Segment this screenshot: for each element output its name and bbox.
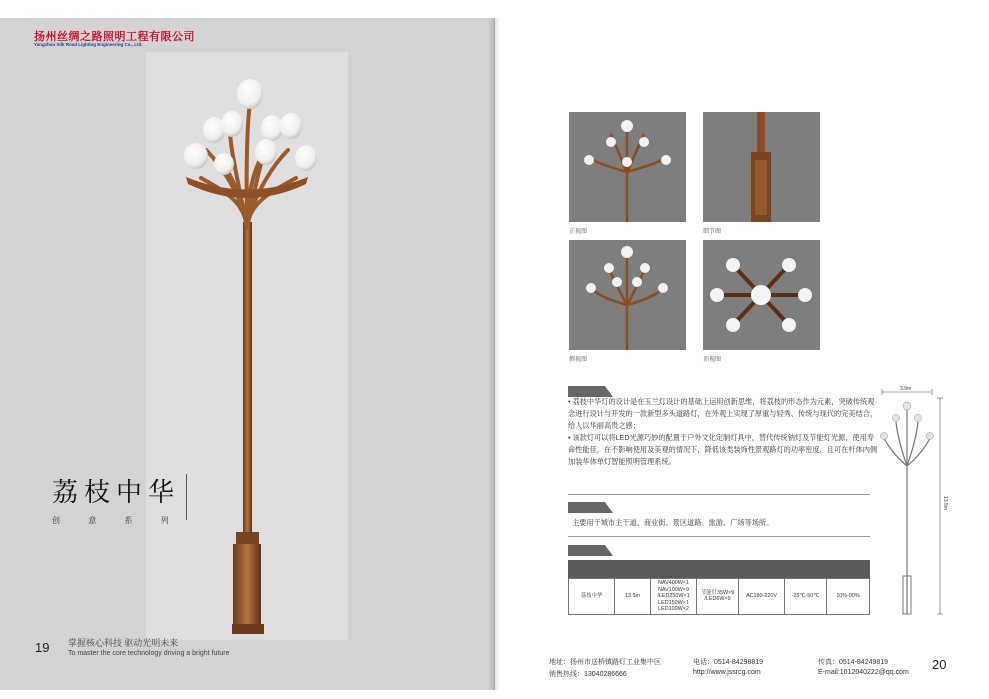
spec-name: 荔枝中华: [569, 579, 615, 615]
side-view-image: [569, 240, 686, 350]
spec-alt-sources: [697, 579, 739, 615]
top-view-image: [703, 240, 820, 350]
footer-address: 地址：扬州市送桥镇路灯工业集中区: [549, 659, 661, 666]
footer-phone: 电话：0514-84298819: [693, 659, 764, 666]
lamp-detail-view-icon: [703, 112, 820, 222]
table-row: [569, 579, 870, 615]
lamp-illustration: [146, 52, 348, 640]
divider-line: [568, 536, 870, 537]
slogan-en: To master the core technology driving a bright future: [68, 650, 230, 657]
spec-source-line: NAV100W×9: [658, 586, 689, 593]
lamp-top-view-icon: [703, 240, 820, 350]
slogan-cn: 掌握核心科技 驱动光明未来: [68, 638, 179, 648]
spec-source-line: LED100W×2: [658, 606, 689, 612]
spec-alt-source-line: 节能灯35W×9: [700, 589, 735, 596]
page-number-left: 19: [35, 640, 50, 655]
footer-website[interactable]: http://www.jssrcg.com: [693, 669, 761, 676]
spec-source-line: NAV400W×1: [658, 580, 689, 586]
dimension-drawing: [870, 386, 950, 626]
spec-source-line: /LED250W×1: [657, 593, 690, 599]
description-paragraph: • 该款灯可以将LED光源巧妙的配置于户外文化定制灯具中，替代传统钠灯及节能灯光源，使用寿命性能佳，在不影响使用及美观的情况下，降低该类装饰性景观路灯的功率密度，且可在杆体内侧加装华体单灯智能照明管理系统。: [568, 433, 878, 466]
front-view-label: 正视图: [569, 229, 588, 235]
company-name-en: Yangzhou Silk Road Lighting Engineering Co., Ltd.: [34, 42, 143, 47]
detail-view-image: [703, 112, 820, 222]
front-view-image: [569, 112, 686, 222]
top-view-label: 顶视图: [703, 357, 722, 363]
dimension-height: 13.5m: [941, 496, 948, 510]
usage-text: 主要用于城市主干道、商业街、景区道路、旅游、广场等场所。: [572, 518, 774, 527]
footer-fax: 传真：0514-84249819: [818, 659, 889, 666]
product-title: 荔枝中华: [52, 478, 181, 508]
lamp-side-view-icon: [569, 240, 686, 350]
spec-table: [568, 578, 870, 615]
spec-source-line: LED150W×1: [658, 599, 689, 606]
title-divider: [186, 474, 187, 520]
spec-humidity: 10%-90%: [827, 579, 870, 615]
spec-voltage: AC180-220V: [739, 579, 785, 615]
spec-height: 13.5m: [615, 579, 651, 615]
dimension-width: 3.9m: [900, 386, 912, 392]
spec-temperature: -25℃-50℃: [785, 579, 827, 615]
footer-email[interactable]: E-mail:1012040222@qq.com: [818, 669, 909, 676]
series-label: 创 意 系 列: [52, 516, 170, 525]
lamp-photo: [146, 52, 348, 640]
footer-sales-hotline: 销售热线：13040286666: [549, 671, 627, 678]
spec-table-header: [568, 560, 870, 578]
book-gutter: [488, 18, 500, 690]
product-title-block: [52, 472, 180, 526]
spec-sources: [651, 579, 697, 615]
description-paragraph: • 荔枝中华灯的设计是在玉兰灯设计的基础上运用创新思维，将荔枝的形态作为元素，突破传统观念进行设计与开发的一款新型多头道路灯，在外观上实现了厚重与轻秀、传统与现代的完美结合，给人以华丽高贵之感；: [568, 397, 878, 430]
product-description: [568, 396, 880, 468]
side-view-label: 侧视图: [569, 357, 588, 363]
lamp-front-view-icon: [569, 112, 686, 222]
divider-line: [568, 494, 870, 495]
page-number-right: 20: [932, 657, 947, 672]
company-name-cn: 扬州丝绸之路照明工程有限公司: [34, 31, 195, 43]
spec-alt-source-line: /LED6W×9: [704, 596, 731, 603]
detail-view-label: 细节图: [703, 229, 722, 235]
